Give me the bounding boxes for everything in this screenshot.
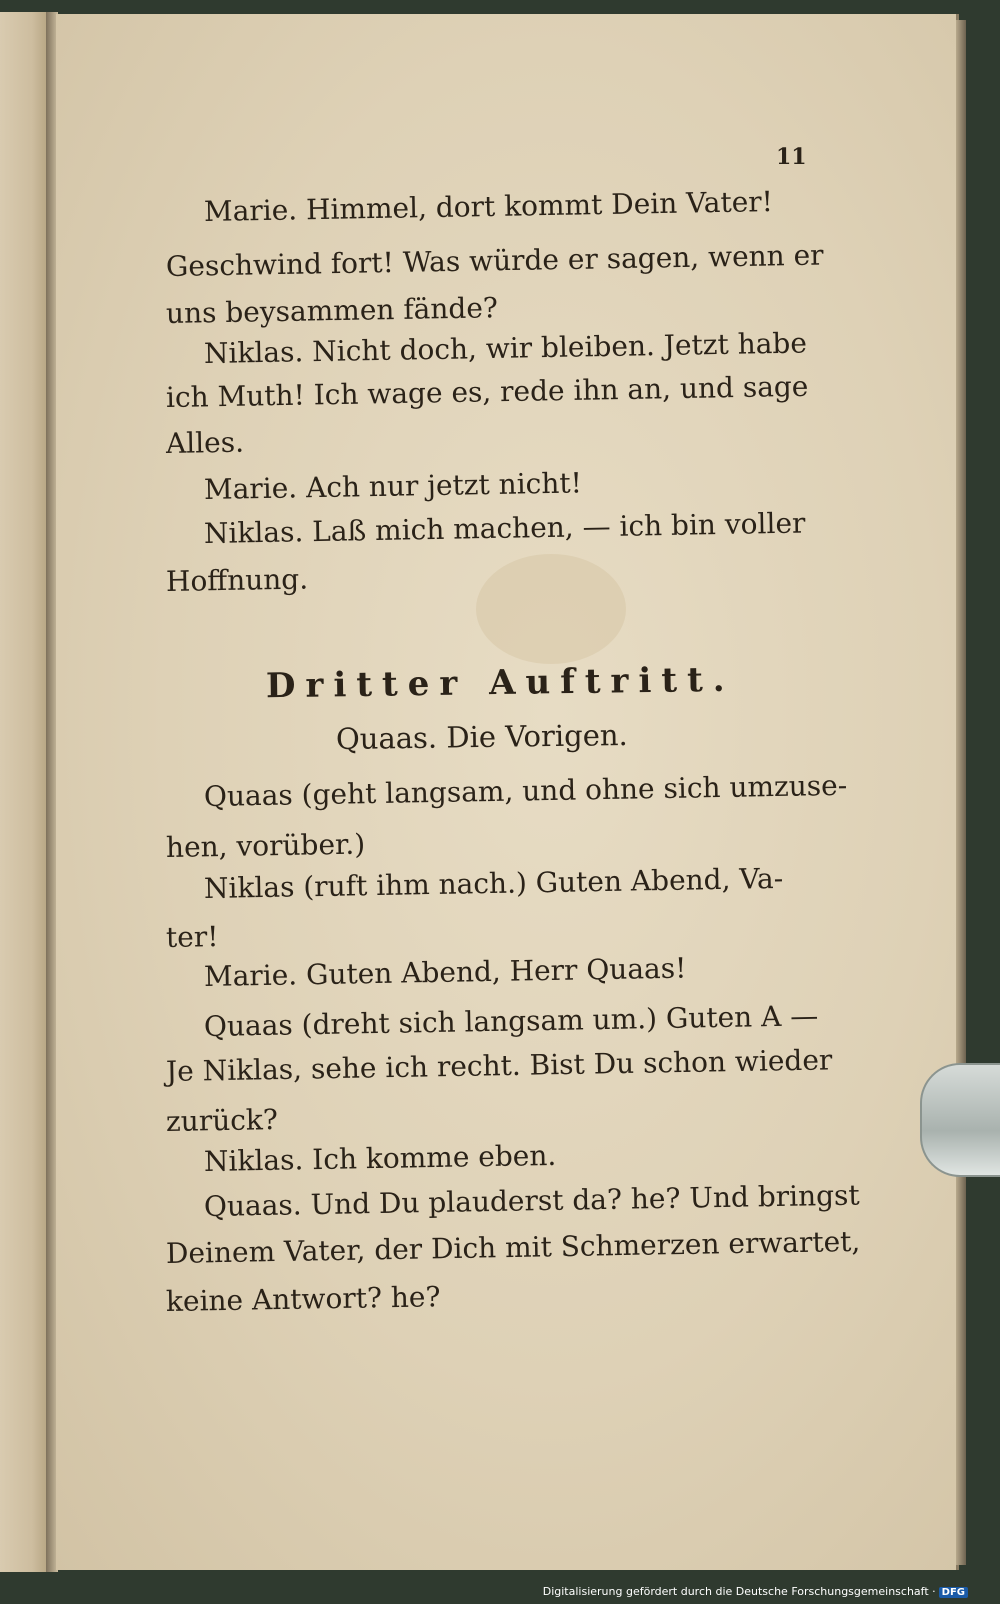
text-line: Quaas (geht langsam, und ohne sich umzuse- [203,768,848,813]
text-line: Quaas. Und Du plauderst da? he? Und bringst [203,1178,860,1223]
scene-heading: Dritter Auftritt. [265,659,735,707]
text-line: Geschwind fort! Was würde er sagen, wenn er [165,238,824,283]
text-line: zurück? [165,1103,279,1138]
digitization-credit [543,1585,968,1598]
text-line: Je Niklas, sehe ich recht. Bist Du schon wieder [165,1043,833,1088]
dfg-logo: DFG [939,1587,968,1598]
text-line: Quaas (dreht sich langsam um.) Guten A — [203,999,819,1043]
text-line: Alles. [165,425,245,460]
text-line: ter! [165,920,219,954]
text-line: hen, vorüber.) [165,827,366,864]
text-line: Niklas. Nicht doch, wir bleiben. Jetzt habe [203,326,808,370]
page-clip [920,1063,1000,1177]
text-line: Hoffnung. [165,562,309,598]
text-line: Marie. Guten Abend, Herr Quaas! [203,951,687,993]
page-number: 11 [776,144,807,170]
left-page-edge [0,12,48,1572]
text-line: uns beysammen fände? [165,291,499,330]
page-edge [956,20,966,1565]
text-line: Niklas (ruft ihm nach.) Guten Abend, Va- [203,861,784,905]
page-stain [476,554,626,664]
credit-text: Digitalisierung gefördert durch die Deutsche Forschungsgemeinschaft · [542,1585,936,1598]
text-line: ich Muth! Ich wage es, rede ihn an, und sage [165,369,809,414]
text-line: Deinem Vater, der Dich mit Schmerzen erwartet, [165,1224,861,1270]
text-line: Niklas. Laß mich machen, — ich bin voller [203,506,806,550]
text-line: keine Antwort? he? [165,1280,441,1318]
scene-characters: Quaas. Die Vorigen. [335,717,628,757]
text-line: Marie. Himmel, dort kommt Dein Vater! [203,185,774,228]
text-line: Niklas. Ich komme eben. [203,1138,557,1178]
text-line: Marie. Ach nur jetzt nicht! [203,466,583,506]
